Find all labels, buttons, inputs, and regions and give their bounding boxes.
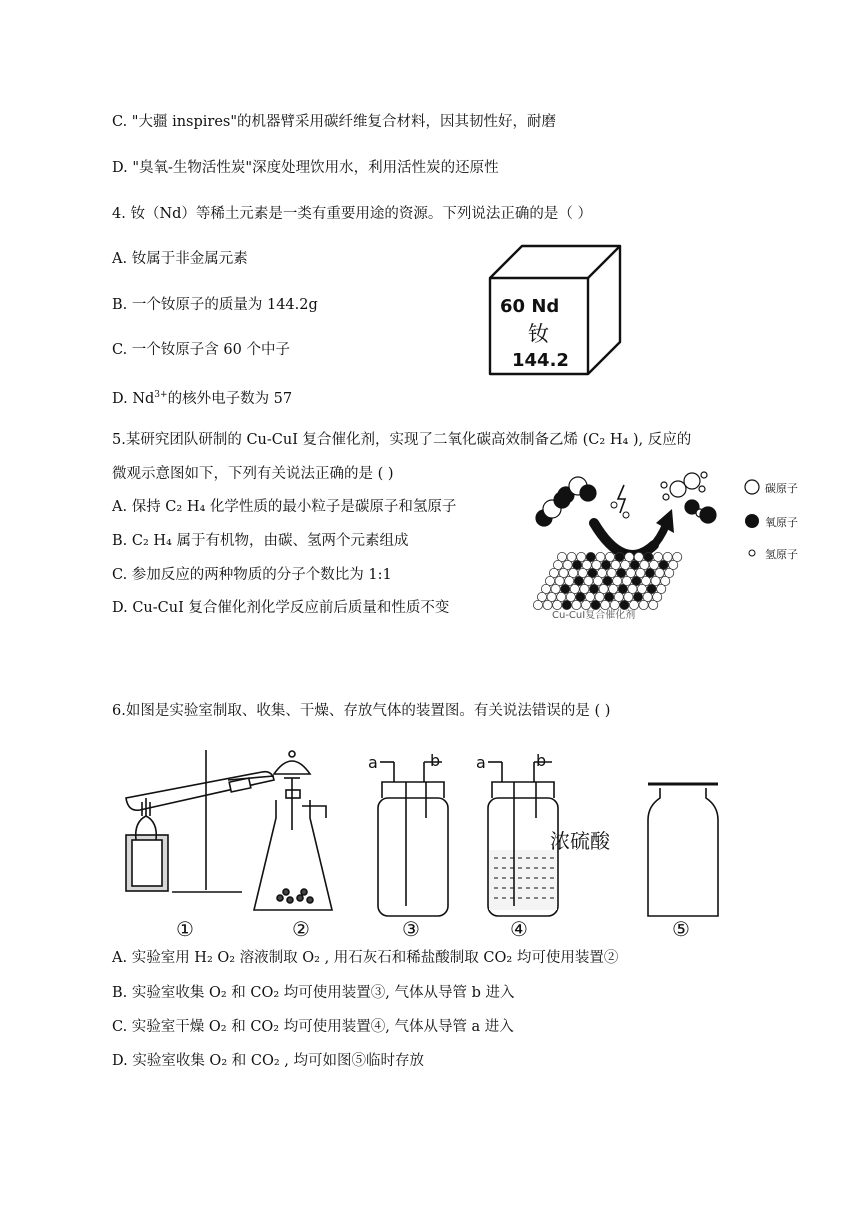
q4-option-c: C. 一个钕原子含 60 个中子 [112, 342, 290, 358]
lattice-atom [572, 600, 581, 609]
lattice-atom [533, 600, 542, 609]
q6-option-a: A. 实验室用 H₂ O₂ 溶液制取 O₂ , 用石灰石和稀盐酸制取 CO₂ 均可使用装置② [112, 950, 619, 966]
q4-option-d-suffix: 的核外电子数为 57 [167, 390, 293, 407]
lattice-atom [581, 600, 590, 609]
apparatus-figure [112, 740, 742, 940]
q6-option-b: B. 实验室收集 O₂ 和 CO₂ 均可使用装置③, 气体从导管 b 进入 [112, 985, 515, 1001]
lattice-atom [610, 600, 619, 609]
q4-option-a: A. 钕属于非金属元素 [112, 251, 248, 267]
label-5: ⑤ [672, 917, 690, 941]
diagram-caption: Cu-CuI复合催化剂 [552, 610, 636, 621]
q4-option-d-prefix: D. Nd [112, 390, 155, 407]
legend-hydrogen: 氢原子 [765, 548, 798, 561]
element-name: 钕 [528, 322, 549, 346]
lattice-atom [629, 600, 638, 609]
lattice-atom [543, 600, 552, 609]
catalyst-reaction-diagram [532, 455, 832, 621]
acid-label: 浓硫酸 [550, 829, 610, 853]
label-a-3: a [368, 753, 378, 772]
q4-option-d [112, 386, 292, 408]
label-3: ③ [402, 917, 420, 941]
element-mass: 144.2 [512, 350, 569, 371]
label-a-4: a [476, 753, 486, 772]
lattice-atom [649, 600, 658, 609]
q3-option-c: C. "大疆 inspires"的机器臂采用碳纤维复合材料，因其韧性好，耐磨 [112, 114, 557, 130]
legend-oxygen: 氧原子 [765, 516, 798, 529]
label-2: ② [292, 917, 310, 941]
lightning-icon [618, 485, 625, 513]
q3-option-d: D. "臭氧-生物活性炭"深度处理饮用水，利用活性炭的还原性 [112, 160, 499, 176]
lattice-atom [562, 600, 571, 609]
label-b-4: b [536, 751, 547, 770]
element-cube-figure [488, 242, 624, 378]
q5-option-d: D. Cu-CuI 复合催化剂化学反应前后质量和性质不变 [112, 600, 450, 616]
element-number-symbol: 60 Nd [500, 296, 560, 317]
label-4: ④ [510, 917, 528, 941]
label-b-3: b [430, 751, 441, 770]
q4-option-d-charge: 3+ [154, 390, 168, 400]
lattice-atom [601, 600, 610, 609]
label-1: ① [176, 917, 194, 941]
q6-option-d: D. 实验室收集 O₂ 和 CO₂ , 均可如图⑤临时存放 [112, 1053, 424, 1069]
catalyst-lattice [533, 552, 681, 609]
q6-option-c: C. 实验室干燥 O₂ 和 CO₂ 均可使用装置④, 气体从导管 a 进入 [112, 1019, 514, 1035]
lattice-atom [620, 600, 629, 609]
q4-option-b: B. 一个钕原子的质量为 144.2g [112, 297, 318, 313]
legend-carbon: 碳原子 [765, 482, 798, 495]
q5-stem-line1: 5.某研究团队研制的 Cu-CuI 复合催化剂，实现了二氧化碳高效制备乙烯 (C₂ H₄ ), 反应的 [112, 432, 692, 448]
lattice-atom [591, 600, 600, 609]
q5-option-b: B. C₂ H₄ 属于有机物，由碳、氢两个元素组成 [112, 533, 409, 549]
q6-stem: 6.如图是实验室制取、收集、干燥、存放气体的装置图。有关说法错误的是 ( ) [112, 703, 611, 719]
q5-stem-line2: 微观示意图如下，下列有关说法正确的是 ( ) [112, 466, 394, 482]
q5-option-a: A. 保持 C₂ H₄ 化学性质的最小粒子是碳原子和氢原子 [112, 499, 457, 515]
q5-option-c: C. 参加反应的两种物质的分子个数比为 1:1 [112, 567, 392, 583]
lattice-atom [553, 600, 562, 609]
lattice-atom [639, 600, 648, 609]
q4-stem: 4. 钕（Nd）等稀土元素是一类有重要用途的资源。下列说法正确的是（ ） [112, 206, 593, 222]
